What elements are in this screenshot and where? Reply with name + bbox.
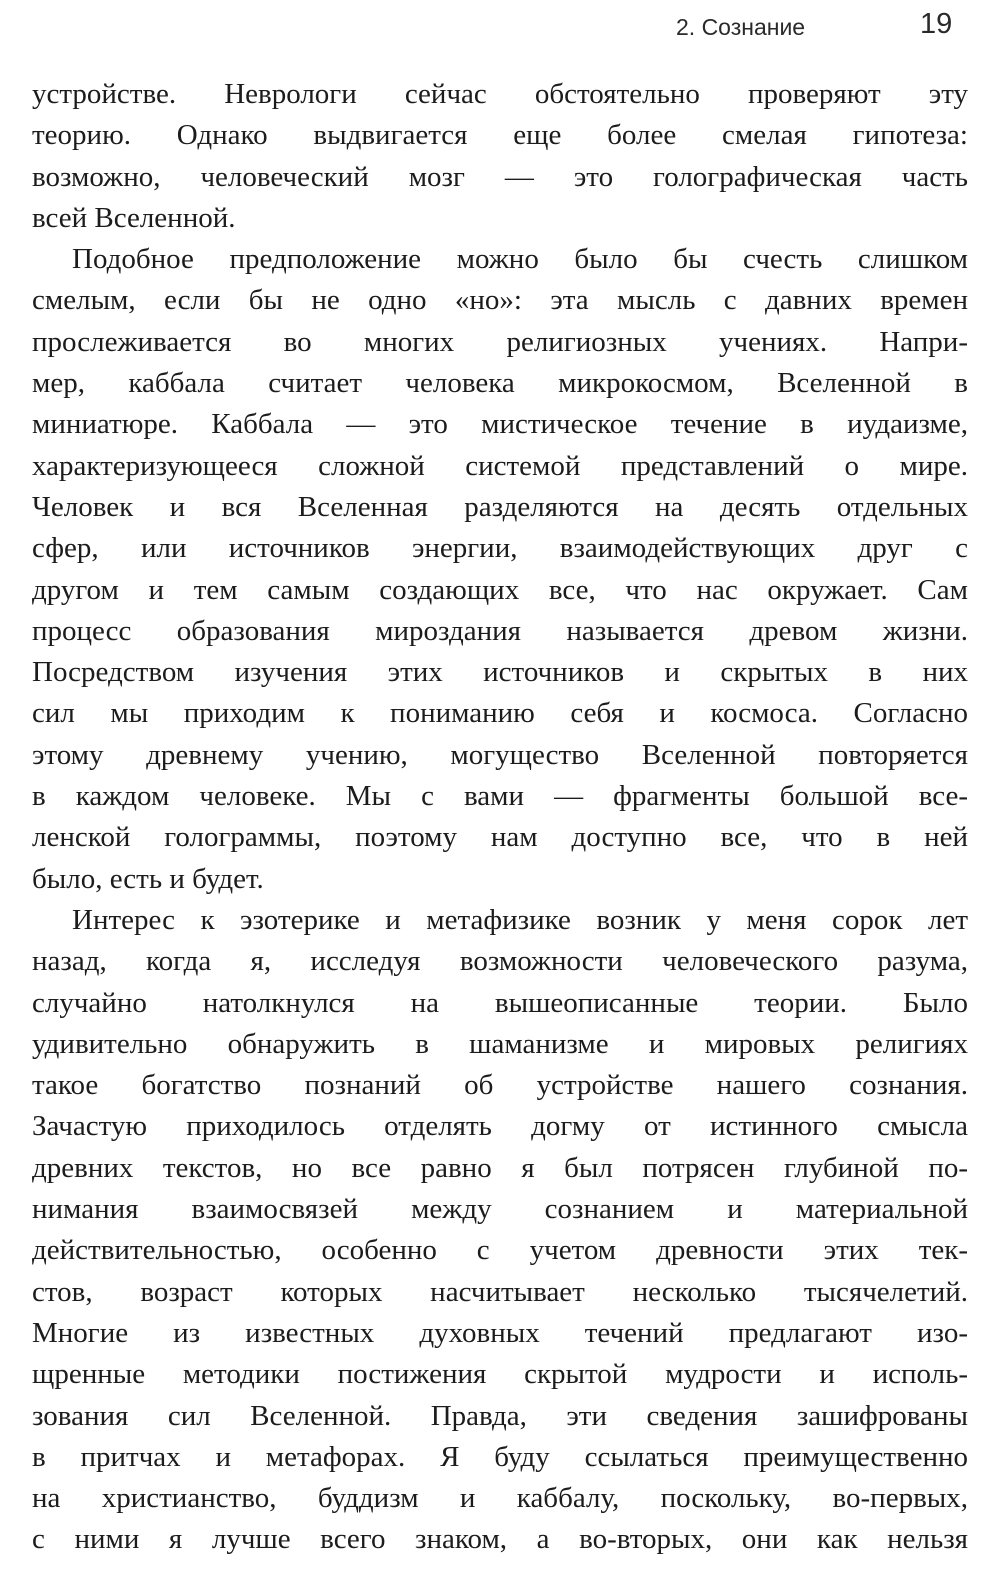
section-title: 2. Сознание [676,14,806,40]
paragraph [32,900,968,1561]
text-line: назад, когда я, исследуя возможности человеческого разума, [32,945,968,978]
running-head [0,4,1000,48]
text-line: на христианство, буддизм и каббалу, поскольку, во-первых, [32,1482,968,1515]
text-line: ленской голограммы, поэтому нам доступно все, что в ней [32,821,968,854]
text-line: зования сил Вселенной. Правда, эти сведения зашифрованы [32,1399,968,1432]
text-body [32,74,968,1561]
text-line: этому древнему учению, могущество Вселенной повторяется [32,738,968,771]
text-line: древних текстов, но все равно я был потрясен глубиной по- [32,1151,968,1184]
text-line: всей Вселенной. [32,201,236,234]
page-number: 19 [920,8,953,40]
text-line: с ними я лучше всего знаком, а во-вторых, они как нельзя [32,1523,968,1556]
text-line: действительностью, особенно с учетом древности этих тек- [32,1234,968,1267]
text-line: Зачастую приходилось отделять догму от истинного смысла [32,1110,968,1143]
text-line: в притчах и метафорах. Я буду ссылаться преимущественно [32,1440,968,1473]
text-line: Посредством изучения этих источников и скрытых в них [32,656,968,689]
text-line: стов, возраст которых насчитывает несколько тысячелетий. [32,1275,968,1308]
text-line: смелым, если бы не одно «но»: эта мысль с давних времен [32,284,968,317]
text-line: мер, каббала считает человека микрокосмом, Вселенной в [32,367,968,400]
text-line: случайно натолкнулся на вышеописанные теории. Было [32,986,968,1019]
text-line: щренные методики постижения скрытой мудрости и исполь- [32,1358,968,1391]
text-line: другом и тем самым создающих все, что нас окружает. Сам [32,573,968,606]
text-line: теорию. Однако выдвигается еще более смелая гипотеза: [32,119,968,152]
text-line: такое богатство познаний об устройстве нашего сознания. [32,1069,968,1102]
text-line: нимания взаимосвязей между сознанием и материальной [32,1193,968,1226]
text-line: удивительно обнаружить в шаманизме и мировых религиях [32,1027,968,1060]
paragraph [32,239,968,900]
text-line: характеризующееся сложной системой представлений о мире. [32,449,968,482]
text-line: сил мы приходим к пониманию себя и космоса. Согласно [32,697,968,730]
text-line: Человек и вся Вселенная разделяются на десять отдельных [32,490,968,523]
text-line: Подобное предположение можно было бы счесть слишком [72,243,968,276]
text-line: было, есть и будет. [32,862,264,895]
text-line: в каждом человеке. Мы с вами — фрагменты большой все- [32,780,968,813]
paragraph [32,74,968,239]
text-line: Многие из известных духовных течений предлагают изо- [32,1316,968,1349]
text-line: сфер, или источников энергии, взаимодействующих друг с [32,532,968,565]
text-line: миниатюре. Каббала — это мистическое течение в иудаизме, [32,408,968,441]
text-line: Интерес к эзотерике и метафизике возник у меня сорок лет [72,903,968,936]
text-line: процесс образования мироздания называется древом жизни. [32,614,968,647]
text-line: возможно, человеческий мозг — это голографическая часть [32,160,968,193]
text-line: устройстве. Неврологи сейчас обстоятельно проверяют эту [32,78,968,110]
text-line: прослеживается во многих религиозных учениях. Напри- [32,325,968,358]
